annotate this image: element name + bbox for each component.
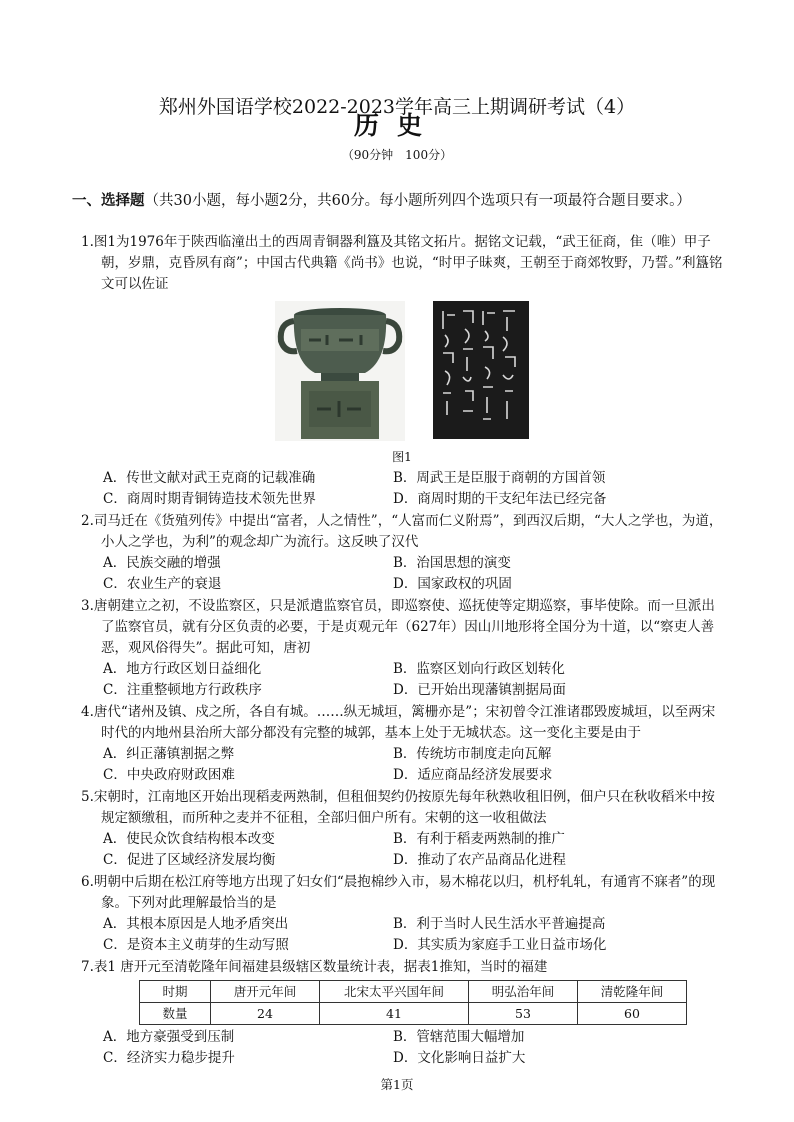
option-b: B．管辖范围大幅增加 (393, 1029, 525, 1045)
option-d: D．适应商品经济发展要求 (393, 767, 553, 783)
inscription-rubbing-image (433, 301, 529, 439)
question-options (81, 553, 723, 595)
option-c: C．注重整顿地方行政秩序 (103, 682, 262, 698)
question-1 (81, 232, 723, 510)
section-heading (72, 190, 724, 212)
option-a: A．民族交融的增强 (103, 555, 221, 571)
section-title: 一、选择题 (72, 192, 145, 209)
question-options (81, 829, 723, 871)
option-b: B．周武王是臣服于商朝的方国首领 (393, 470, 606, 486)
option-a: A．地方豪强受到压制 (103, 1029, 235, 1045)
question-options (81, 468, 723, 510)
table-header-cell: 时期 (140, 981, 211, 1003)
option-c: C．促进了区域经济发展均衡 (103, 852, 276, 868)
figure-1 (81, 301, 723, 443)
question-stem: 4.唐代“诸州及镇、戍之所，各自有城。……纵无城垣，篱栅亦是”；宋初曾令江淮诸郡毁废城垣，以至两宋时代的内地州县治所大部分都没有完整的城郭，基本上处于无城状态。这一变化主要是由于 (81, 704, 716, 741)
figure-caption: 图1 (392, 450, 412, 464)
option-c: C．商周时期青铜铸造技术领先世界 (103, 491, 316, 507)
section-description: （共30小题，每小题2分，共60分。每小题所列四个选项只有一项最符合题目要求。） (144, 193, 691, 209)
question-stem: 5.宋朝时，江南地区开始出现稻麦两熟制，但租佃契约仍按原先每年秋熟收租旧例，佃户只在秋收稻米中按规定额缴租，而所种之麦并不征租，全部归佃户所有。宋朝的这一收租做法 (81, 789, 715, 826)
question-6 (81, 872, 723, 956)
option-a: A．纠正藩镇割据之弊 (103, 746, 235, 762)
question-2 (81, 511, 723, 595)
option-b: B．监察区划向行政区划转化 (393, 661, 565, 677)
table-cell: 数量 (140, 1003, 211, 1025)
bronze-gui-vessel-image (275, 301, 405, 441)
question-stem: 1.图1为1976年于陕西临潼出土的西周青铜器利簋及其铭文拓片。据铭文记载，“武王征商，隹（唯）甲子朝，岁鼎，克昏夙有商”；中国古代典籍《尚书》也说，“时甲子昧爽，王朝至于商郊牧野，乃誓。”利簋铭文可以佐证 (81, 234, 723, 292)
question-stem: 6.明朝中后期在松江府等地方出现了妇女们“晨抱棉纱入市，易木棉花以归，机杼轧轧，有通宵不寐者”的现象。下列对此理解最恰当的是 (81, 874, 716, 911)
option-c: C．经济实力稳步提升 (103, 1050, 235, 1066)
option-a: A．其根本原因是人地矛盾突出 (103, 916, 289, 932)
exam-duration: （90分钟 100分） (341, 148, 453, 162)
question-list (81, 232, 723, 1070)
table-cell: 24 (211, 1003, 320, 1025)
option-d: D．商周时期的干支纪年法已经完备 (393, 491, 607, 507)
option-d: D．推动了农产品商品化进程 (393, 852, 566, 868)
table-header-row (140, 981, 687, 1003)
option-a: A．传世文献对武王克商的记载准确 (103, 470, 316, 486)
option-d: D．其实质为家庭手工业日益市场化 (393, 937, 607, 953)
question-options (81, 744, 723, 786)
table-cell: 60 (578, 1003, 687, 1025)
option-d: D．已开始出现藩镇割据局面 (393, 682, 566, 698)
table-header-cell: 唐开元年间 (211, 981, 320, 1003)
table-header-cell: 北宋太平兴国年间 (320, 981, 469, 1003)
option-a: A．使民众饮食结构根本改变 (103, 831, 275, 847)
option-b: B．利于当时人民生活水平普遍提高 (393, 916, 606, 932)
question-7 (81, 957, 723, 1069)
option-a: A．地方行政区划日益细化 (103, 661, 262, 677)
question-options (81, 659, 723, 701)
question-options (81, 1027, 723, 1069)
option-c: C．中央政府财政困难 (103, 767, 235, 783)
option-b: B．传统坊市制度走向瓦解 (393, 746, 552, 762)
option-b: B．治国思想的演变 (393, 555, 511, 571)
option-b: B．有利于稻麦两熟制的推广 (393, 831, 565, 847)
data-table-1 (139, 980, 687, 1025)
question-options (81, 914, 723, 956)
question-5 (81, 787, 723, 871)
option-c: C．是资本主义萌芽的生动写照 (103, 937, 289, 953)
question-stem: 2.司马迁在《货殖列传》中提出“富者，人之情性”，“人富而仁义附焉”，到西汉后期，“大人之学也，为道，小人之学也，为利”的观念却广为流行。这反映了汉代 (81, 513, 723, 550)
table-header-cell: 明弘治年间 (469, 981, 578, 1003)
table-header-cell: 清乾隆年间 (578, 981, 687, 1003)
page-number: 第1页 (380, 1077, 414, 1092)
table-cell: 41 (320, 1003, 469, 1025)
table-row (140, 1003, 687, 1025)
exam-subject: 历史 (353, 111, 440, 140)
question-stem: 7.表1 唐开元至清乾隆年间福建县级辖区数量统计表，据表1推知，当时的福建 (81, 959, 548, 975)
exam-title: 郑州外国语学校2022-2023学年高三上期调研考试（4） (158, 96, 636, 118)
option-c: C．农业生产的衰退 (103, 576, 222, 592)
option-d: D．国家政权的巩固 (393, 576, 512, 592)
option-d: D．文化影响日益扩大 (393, 1050, 526, 1066)
question-3 (81, 596, 723, 701)
table-cell: 53 (469, 1003, 578, 1025)
question-stem: 3.唐朝建立之初，不设监察区，只是派遣监察官员，即巡察使、巡抚使等定期巡察，事毕使除。而一旦派出了监察官员，就有分区负责的必要，于是贞观元年（627年）因山川地形将全国分为十道，以“察吏人善恶，观风俗得失”。据此可知，唐初 (81, 598, 715, 656)
question-4 (81, 702, 723, 786)
